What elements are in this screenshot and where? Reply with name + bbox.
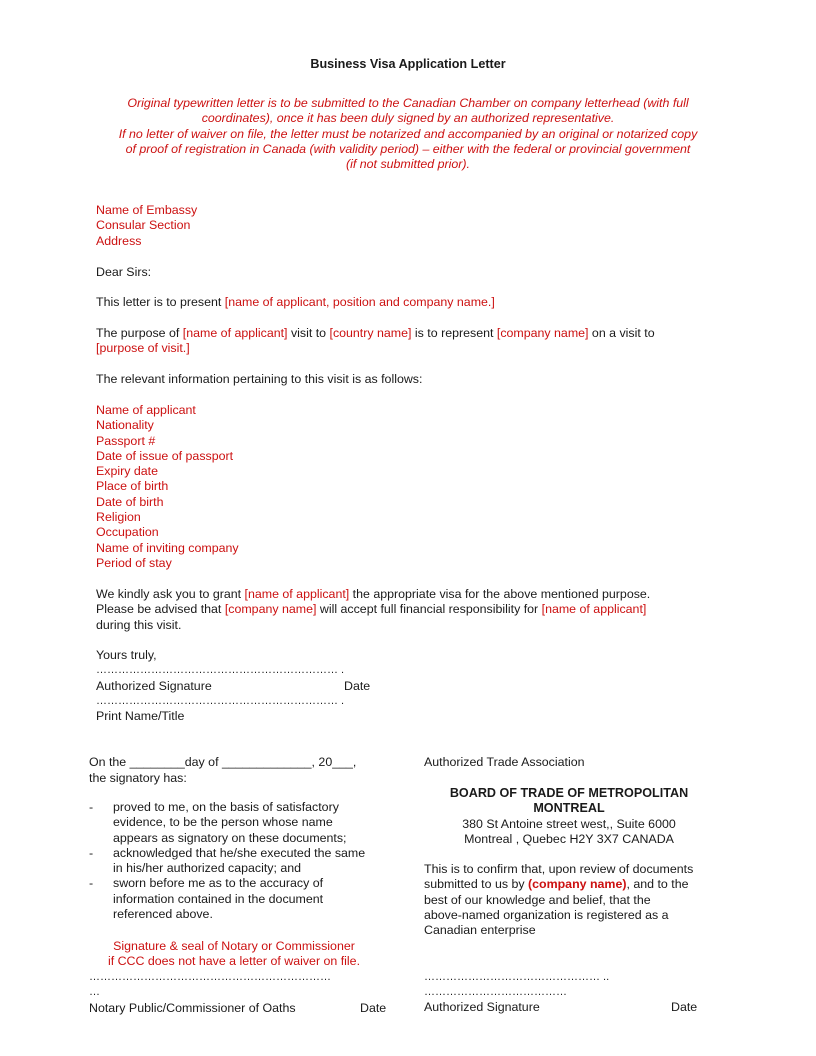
field-inviting-company: Name of inviting company [96, 540, 239, 555]
field-place-of-birth: Place of birth [96, 479, 169, 494]
notary-seal-note [89, 939, 379, 970]
instruction-line: Original typewritten letter is to be submitted to the Canadian Chamber on company letterhead (with full [127, 96, 689, 110]
instruction-line: coordinates), once it has been duly signed by an authorized representative. [201, 111, 615, 126]
notary-signatory-has: the signatory has: [89, 771, 187, 785]
field-religion: Religion [96, 510, 141, 525]
notary-bullet-list [89, 800, 365, 922]
bullet-dash: - [89, 876, 94, 891]
notary-public-label: Notary Public/Commissioner of Oaths [89, 1001, 296, 1015]
seal-note-line: if CCC does not have a letter of waiver on file. [107, 954, 361, 969]
field-period-of-stay: Period of stay [96, 555, 172, 570]
print-name-line: ………………………………………………………… . [96, 695, 345, 707]
request-applicant-placeholder: [name of applicant] [541, 602, 647, 617]
date-label: Date [344, 679, 371, 693]
field-passport: Passport # [96, 433, 156, 448]
board-name: BOARD OF TRADE OF METROPOLITAN [449, 786, 689, 800]
field-name-of-applicant: Name of applicant [96, 403, 196, 417]
bullet-text: sworn before me as to the accuracy of [113, 876, 324, 891]
bullet-text: information contained in the document [113, 891, 324, 906]
request-paragraph [96, 587, 650, 633]
association-signature-line-cont: ………………………………… [424, 986, 567, 998]
association-date-label: Date [671, 1000, 698, 1014]
notary-bullet [89, 800, 365, 846]
instruction-line: of proof of registration in Canada (with validity period) – either with the federal or provincial government [125, 141, 691, 156]
request-text: Please be advised that [96, 602, 225, 617]
notary-signature-line: ………………………………………………………… [89, 971, 331, 983]
board-of-trade-block [424, 786, 714, 847]
purpose-text: on a visit to [588, 326, 655, 340]
instructions-block [90, 96, 726, 172]
board-name-cont: MONTREAL [533, 801, 605, 816]
association-signature-label: Authorized Signature [424, 1000, 540, 1014]
board-address-1: 380 St Antoine street west,, Suite 6000 [462, 816, 676, 831]
request-text: during this visit. [96, 617, 182, 632]
purpose-applicant-placeholder: [name of applicant] [182, 326, 288, 340]
notary-date-label: Date [360, 1001, 387, 1015]
instruction-line: If no letter of waiver on file, the letter must be notarized and accompanied by an original or notarized copy [118, 126, 698, 141]
confirm-text: Canadian enterprise [424, 923, 536, 938]
trade-association-label: Authorized Trade Association [424, 755, 585, 769]
bullet-text: appears as signatory on these documents; [113, 830, 347, 845]
present-placeholder: [name of applicant, position and company name.] [224, 295, 495, 309]
signature-line: ………………………………………………………… . [96, 664, 345, 676]
purpose-visit-placeholder: [purpose of visit.] [96, 341, 190, 356]
present-text: This letter is to present [96, 295, 225, 309]
notary-date-line: On the ________day of _____________, 20___, [89, 755, 357, 769]
request-applicant-placeholder: [name of applicant] [244, 587, 350, 601]
print-name-label: Print Name/Title [96, 709, 185, 723]
request-text: the appropriate visa for the above mentioned purpose. [349, 587, 651, 601]
confirm-text: , and to the [626, 877, 689, 892]
bullet-text: evidence, to be the person whose name [113, 815, 333, 830]
association-signature-line: ………………………………………… .. [424, 971, 610, 983]
notary-bullet [89, 876, 365, 922]
consular-section: Consular Section [96, 218, 191, 233]
purpose-paragraph [96, 326, 655, 357]
document-title: Business Visa Application Letter [310, 57, 506, 71]
purpose-text: is to represent [411, 326, 497, 340]
request-text: We kindly ask you to grant [96, 587, 245, 601]
purpose-country-placeholder: [country name] [329, 326, 412, 340]
field-occupation: Occupation [96, 525, 159, 540]
field-expiry-date: Expiry date [96, 464, 158, 479]
authorized-signature-label: Authorized Signature [96, 679, 212, 693]
closing: Yours truly, [96, 648, 157, 662]
purpose-text: The purpose of [96, 326, 183, 340]
bullet-text: referenced above. [113, 907, 213, 922]
field-nationality: Nationality [96, 418, 154, 433]
bullet-text: proved to me, on the basis of satisfactory [113, 800, 339, 814]
bullet-dash: - [89, 800, 94, 814]
seal-note-line: Signature & seal of Notary or Commissioner [113, 939, 355, 953]
present-paragraph [96, 295, 495, 310]
salutation: Dear Sirs: [96, 265, 152, 279]
request-text: will accept full financial responsibility for [316, 602, 542, 617]
confirm-text: best of our knowledge and belief, that the [424, 892, 651, 907]
embassy-name: Name of Embassy [96, 203, 198, 217]
confirm-company-placeholder: (company name) [528, 877, 627, 892]
notary-bullet [89, 846, 365, 877]
confirmation-paragraph [424, 862, 693, 938]
purpose-text: visit to [287, 326, 330, 340]
board-address-2: Montreal , Quebec H2Y 3X7 CANADA [464, 831, 674, 846]
purpose-company-placeholder: [company name] [496, 326, 589, 340]
instruction-line: (if not submitted prior). [346, 157, 470, 172]
confirm-text: This is to confirm that, upon review of documents [424, 862, 694, 876]
bullet-text: acknowledged that he/she executed the same [113, 845, 366, 860]
notary-signature-line-cont: … [89, 986, 100, 998]
field-passport-issue-date: Date of issue of passport [96, 448, 234, 463]
relevant-info-heading: The relevant information pertaining to this visit is as follows: [96, 372, 423, 386]
bullet-dash: - [89, 845, 94, 860]
field-date-of-birth: Date of birth [96, 494, 164, 509]
bullet-text: in his/her authorized capacity; and [113, 861, 302, 876]
request-company-placeholder: [company name] [224, 602, 317, 617]
embassy-address-block [96, 203, 197, 249]
applicant-fields-list [96, 403, 239, 571]
confirm-text: submitted to us by [424, 877, 528, 892]
embassy-address: Address [96, 233, 142, 248]
confirm-text: above-named organization is registered as a [424, 907, 669, 922]
